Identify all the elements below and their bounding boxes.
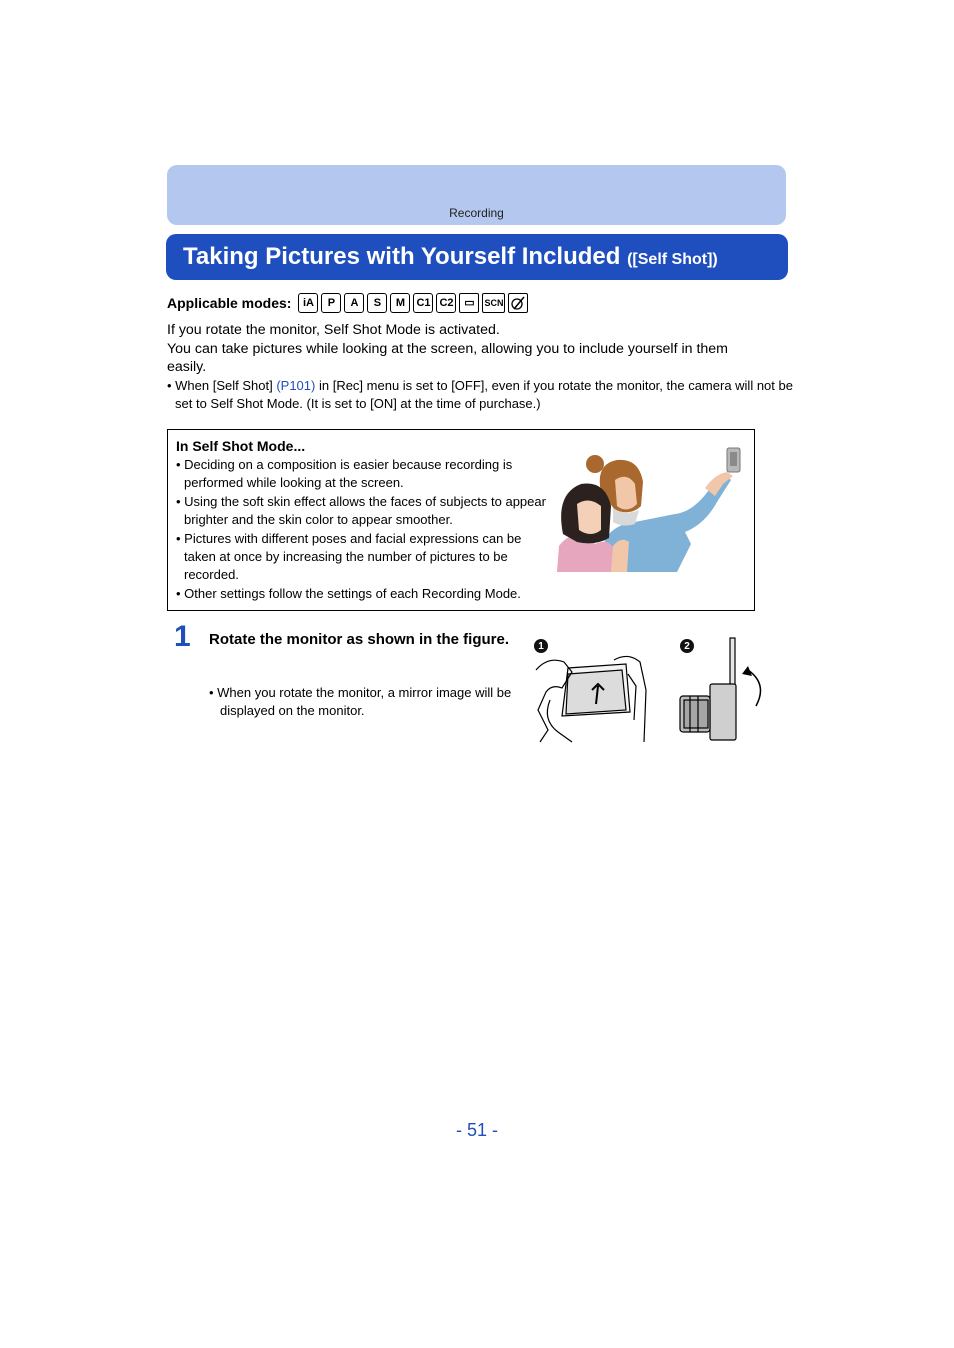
mode-c1-icon: C1 [413,293,433,313]
mode-p-icon: P [321,293,341,313]
box-item-3: • Pictures with different poses and facial expressions can be taken at once by increasing the number of pictures to be recorded. [176,530,522,583]
mode-scn-icon: SCN [482,293,505,313]
mode-s-icon: S [367,293,387,313]
intro-text [167,321,767,377]
box-item-2: • Using the soft skin effect allows the faces of subjects to appear brighter and the skin color to appear smoother. [176,493,546,528]
mode-creative-icon [508,293,528,313]
applicable-modes [167,292,531,314]
mode-c2-icon: C2 [436,293,456,313]
selfie-illustration [555,444,747,574]
header-bar [167,165,786,225]
figure-2-label: 2 [680,639,694,653]
self-shot-box [167,429,755,611]
self-shot-note [167,377,795,414]
modes-label: Applicable modes: [167,295,292,311]
camera-side-illustration [676,636,772,744]
box-title: In Self Shot Mode... [176,438,306,454]
note-pre: • When [Self Shot] [167,378,277,393]
page-number: - 51 - [455,1120,498,1140]
step-note: • When you rotate the monitor, a mirror image will be displayed on the monitor. [209,685,512,719]
note-post: in [Rec] menu is set to [OFF], even if you rotate the monitor, the camera will not be set to Self Shot Mode. (It is set to [ON] at the time of purchase.) [175,378,793,412]
box-item-1: • Deciding on a composition is easier because recording is performed while looking at the screen. [176,457,513,491]
section-label: Recording [449,206,504,220]
mode-a-icon: A [344,293,364,313]
mode-ia-icon: iA [298,293,318,313]
intro-line-1: If you rotate the monitor, Self Shot Mode is activated. [167,322,500,338]
figure-1-label: 1 [534,639,548,653]
page-title-main: Taking Pictures with Yourself Included [183,243,621,270]
step-number: 1 [174,620,191,653]
p101-link[interactable]: (P101) [276,378,316,393]
page-title-sub: ([Self Shot]) [627,251,718,268]
title-bar [166,234,788,280]
mode-panorama-icon: ▭ [459,293,479,313]
monitor-rotate-hands-illustration [532,650,648,744]
step-instruction: Rotate the monitor as shown in the figure. [209,631,510,648]
page-title [183,243,718,271]
box-item-4: • Other settings follow the settings of each Recording Mode. [176,585,521,601]
box-list [176,456,548,603]
intro-line-2: You can take pictures while looking at the screen, allowing you to include yourself in them easily. [167,340,728,375]
mode-m-icon: M [390,293,410,313]
